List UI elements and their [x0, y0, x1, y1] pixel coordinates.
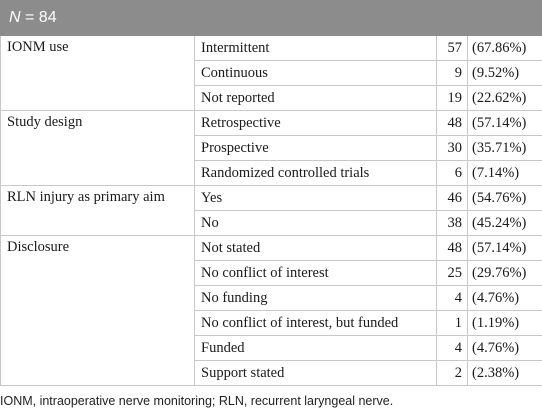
category-cell: Prospective [195, 136, 437, 161]
count-cell: 9 [437, 61, 468, 86]
percent-cell: (1.19%) [468, 311, 542, 336]
category-cell: Randomized controlled trials [195, 161, 437, 186]
percent-cell: (57.14%) [468, 111, 542, 136]
category-cell: Continuous [195, 61, 437, 86]
percent-cell: (45.24%) [468, 211, 542, 236]
table-row [1, 186, 542, 211]
percent-cell: (29.76%) [468, 261, 542, 286]
count-cell: 19 [437, 86, 468, 111]
category-cell: Not reported [195, 86, 437, 111]
category-cell: No conflict of interest, but funded [195, 311, 437, 336]
table-row [1, 36, 542, 61]
count-cell: 57 [437, 36, 468, 61]
category-cell: Support stated [195, 361, 437, 386]
percent-cell: (4.76%) [468, 286, 542, 311]
percent-cell: (4.76%) [468, 336, 542, 361]
percent-cell: (57.14%) [468, 236, 542, 261]
count-cell: 2 [437, 361, 468, 386]
category-cell: No funding [195, 286, 437, 311]
count-cell: 46 [437, 186, 468, 211]
percent-cell: (67.86%) [468, 36, 542, 61]
category-cell: Not stated [195, 236, 437, 261]
group-label: IONM use [1, 36, 195, 111]
count-cell: 1 [437, 311, 468, 336]
n-variable: N [9, 9, 21, 26]
table-row [1, 111, 542, 136]
group-label: RLN injury as primary aim [1, 186, 195, 236]
percent-cell: (9.52%) [468, 61, 542, 86]
table-footnote: IONM, intraoperative nerve monitoring; RLN, recurrent laryngeal nerve. [0, 394, 394, 408]
count-cell: 6 [437, 161, 468, 186]
count-cell: 38 [437, 211, 468, 236]
count-cell: 4 [437, 286, 468, 311]
table-row [1, 236, 542, 261]
category-cell: Funded [195, 336, 437, 361]
category-cell: Intermittent [195, 36, 437, 61]
n-value: = 84 [20, 9, 57, 26]
count-cell: 25 [437, 261, 468, 286]
category-cell: No [195, 211, 437, 236]
sample-size-header [1, 1, 542, 36]
category-cell: No conflict of interest [195, 261, 437, 286]
table-header-row [1, 1, 542, 36]
percent-cell: (35.71%) [468, 136, 542, 161]
count-cell: 4 [437, 336, 468, 361]
group-label: Study design [1, 111, 195, 186]
count-cell: 48 [437, 236, 468, 261]
percent-cell: (54.76%) [468, 186, 542, 211]
count-cell: 30 [437, 136, 468, 161]
count-cell: 48 [437, 111, 468, 136]
category-cell: Retrospective [195, 111, 437, 136]
group-label: Disclosure [1, 236, 195, 386]
percent-cell: (7.14%) [468, 161, 542, 186]
category-cell: Yes [195, 186, 437, 211]
percent-cell: (22.62%) [468, 86, 542, 111]
percent-cell: (2.38%) [468, 361, 542, 386]
